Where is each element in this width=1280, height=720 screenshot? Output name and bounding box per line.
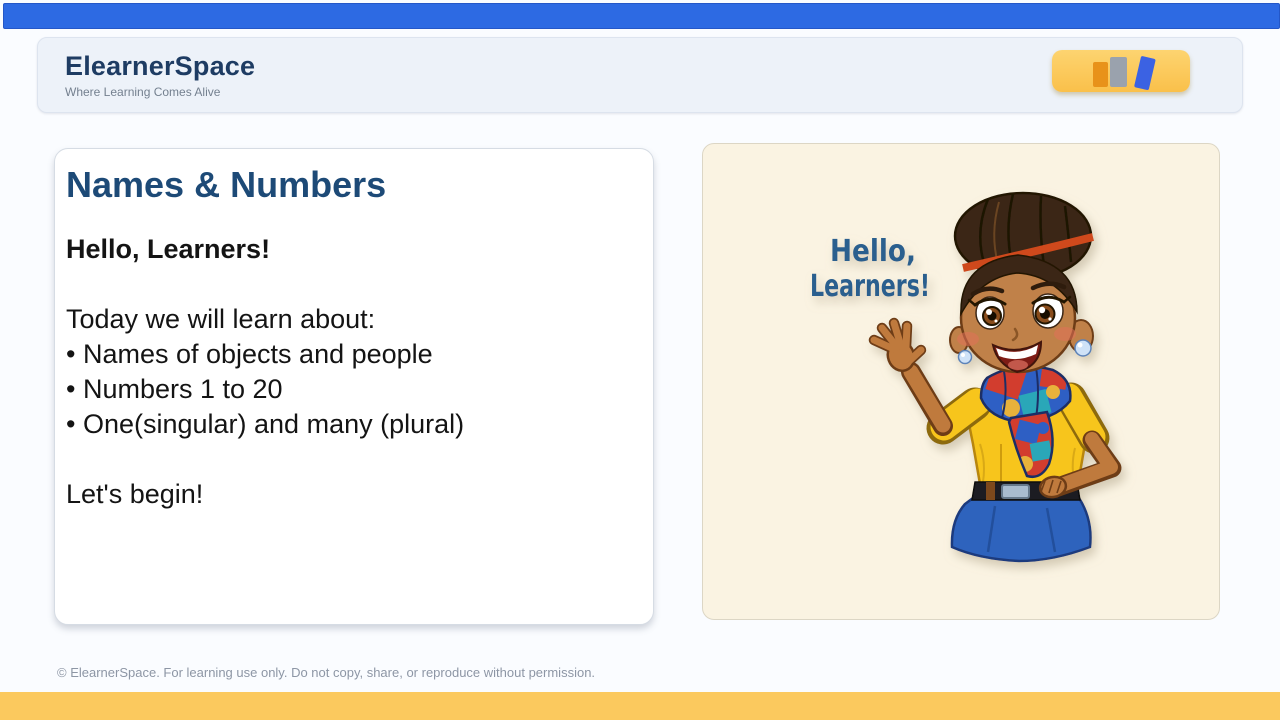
speech-line-2: Learners! [810, 269, 930, 304]
earring-right [1075, 340, 1091, 356]
app-tagline: Where Learning Comes Alive [65, 85, 221, 99]
top-accent-bar [3, 3, 1280, 29]
slide-greeting: Hello, Learners! [66, 234, 271, 264]
slide-bullet-1: • Names of objects and people [66, 339, 433, 369]
head [950, 193, 1093, 372]
slide-title: Names & Numbers [66, 164, 387, 205]
bottom-accent-bar [0, 692, 1280, 720]
app-title: ElearnerSpace [65, 51, 256, 81]
belt-buckle [1002, 485, 1029, 498]
slide-closing: Let's begin! [66, 479, 204, 509]
copyright-text: © ElearnerSpace. For learning use only. Do not copy, share, or reproduce without permission. [57, 665, 596, 680]
skirt [952, 498, 1091, 561]
lesson-slide-card [54, 148, 654, 625]
book-gray-icon [1110, 57, 1127, 87]
brand-block [65, 51, 255, 99]
book-orange-icon [1093, 62, 1108, 87]
illustration-panel [702, 143, 1220, 620]
app-header [37, 37, 1243, 113]
slide-bullet-3: • One(singular) and many (plural) [66, 409, 465, 439]
earring-left [959, 351, 972, 364]
books-logo-icon [1052, 50, 1190, 92]
slide-bullet-2: • Numbers 1 to 20 [66, 374, 283, 404]
speech-line-1: Hello, [830, 234, 916, 269]
slide-intro: Today we will learn about: [66, 304, 376, 334]
teacher-illustration [703, 144, 1219, 619]
book-blue-icon [1134, 56, 1156, 91]
